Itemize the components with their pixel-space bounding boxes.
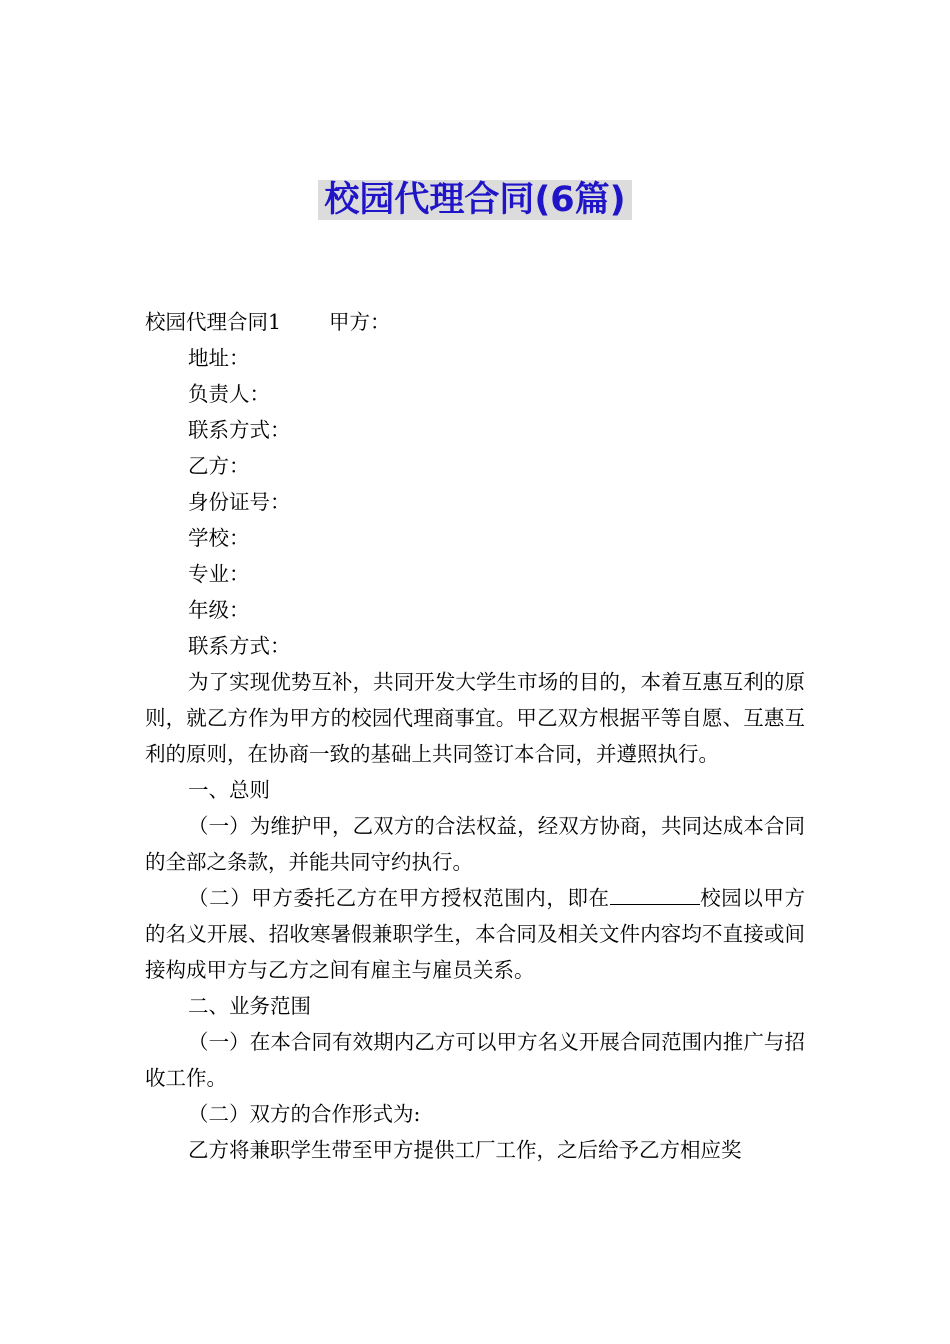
document-title: [0, 176, 950, 224]
blank-underline: [610, 882, 700, 905]
field-id-number: 身份证号：: [188, 490, 291, 514]
clause-1-2-before: （二）甲方委托乙方在甲方授权范围内，即在: [188, 886, 610, 910]
section-heading-general: 一、总则: [188, 778, 271, 802]
field-address: 地址：: [188, 346, 250, 370]
document-title-text: 校园代理合同(6篇): [318, 180, 631, 220]
field-person-in-charge: 负责人：: [188, 382, 271, 406]
section-heading-scope: 二、业务范围: [188, 994, 312, 1018]
clause-2-1: （一）在本合同有效期内乙方可以甲方名义开展合同范围内推广与招收工作。: [145, 1030, 805, 1090]
paragraph-purpose: 为了实现优势互补，共同开发大学生市场的目的，本着互惠互利的原则，就乙方作为甲方的校园代理商事宜。甲乙双方根据平等自愿、互惠互利的原则，在协商一致的基础上共同签订本合同，并遵照执行。: [145, 670, 805, 766]
contract-heading: 校园代理合同1: [145, 310, 282, 334]
document-body: [145, 304, 805, 1168]
clause-2-3: 乙方将兼职学生带至甲方提供工厂工作，之后给予乙方相应奖: [188, 1138, 742, 1162]
field-party-b: 乙方：: [188, 454, 250, 478]
clause-2-2: （二）双方的合作形式为:: [188, 1102, 421, 1126]
clause-1-2: [145, 880, 805, 988]
contract-heading-line: [145, 304, 805, 340]
party-a-label: 甲方：: [329, 310, 391, 334]
field-major: 专业：: [188, 562, 250, 586]
clause-1-1: （一）为维护甲，乙双方的合法权益，经双方协商，共同达成本合同的全部之条款，并能共同守约执行。: [145, 814, 805, 874]
field-school: 学校：: [188, 526, 250, 550]
field-contact-a: 联系方式：: [188, 418, 291, 442]
field-grade: 年级：: [188, 598, 250, 622]
clause-1-2-after: 校园以甲方的名义开展、招收寒暑假兼职学生，本合同及相关文件内容均不直接或间接构成甲方与乙方之间有雇主与雇员关系。: [145, 886, 805, 982]
field-contact-b: 联系方式：: [188, 634, 291, 658]
